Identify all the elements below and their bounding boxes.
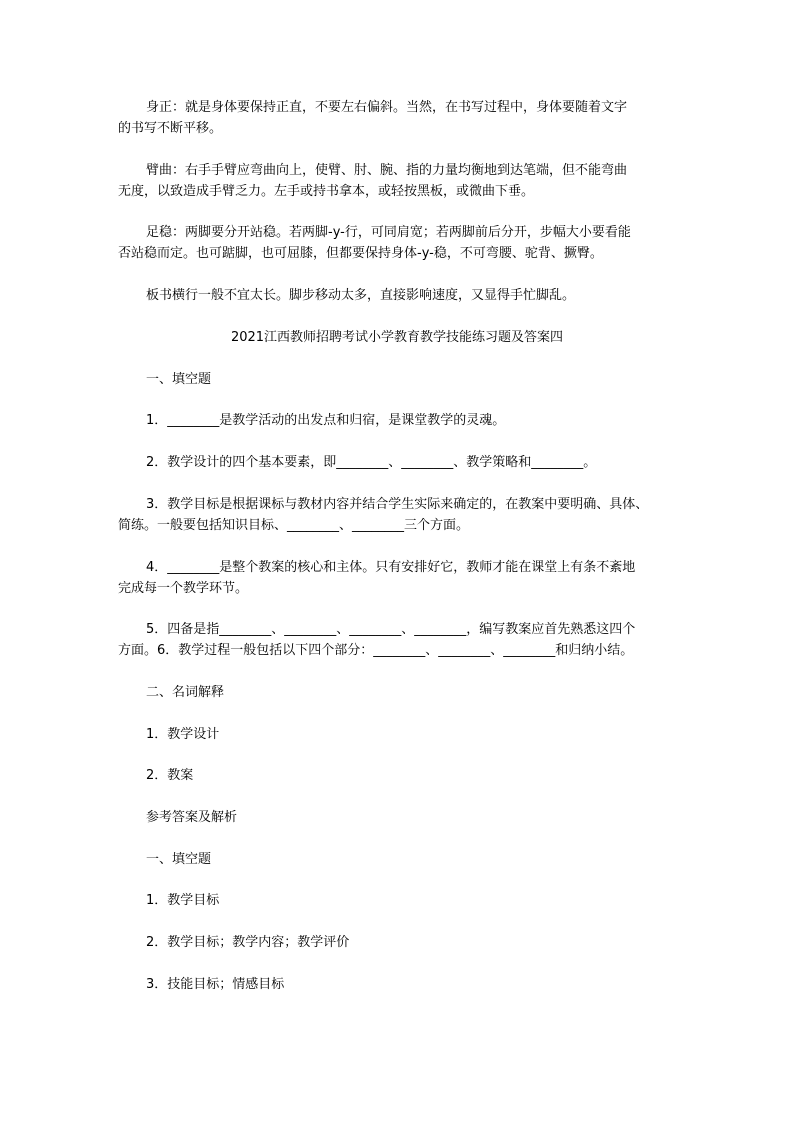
- question-4-line2: 完成每一个教学环节。: [118, 581, 249, 596]
- question-1: 1．________是教学活动的出发点和归宿，是课堂教学的灵魂。: [146, 413, 506, 428]
- answers-section-heading: 一、填空题: [146, 852, 212, 867]
- paragraph-feet-line1: 足稳：两脚要分开站稳。若两脚-y-行，可同肩宽；若两脚前后分开，步幅大小要看能: [146, 225, 631, 240]
- paragraph-arm-line2: 无度，以致造成手臂乏力。左手或持书拿本，或轻按黑板，或微曲下垂。: [118, 184, 535, 199]
- answer-2: 2．教学目标；教学内容；教学评价: [146, 935, 350, 950]
- answers-heading: 参考答案及解析: [146, 810, 238, 825]
- term-1: 1．教学设计: [146, 727, 220, 742]
- paragraph-body-posture-line1: 身正：就是身体要保持正直，不要左右偏斜。当然，在书写过程中，身体要随着文字: [146, 100, 628, 115]
- section-terms-heading: 二、名词解释: [146, 685, 225, 700]
- question-4-line1: 4．________是整个教案的核心和主体。只有安排好它，教师才能在课堂上有条不紊地: [146, 560, 636, 575]
- question-3-line1: 3．教学目标是根据课标与教材内容并结合学生实际来确定的，在教案中要明确、具体、: [146, 497, 649, 512]
- answer-1: 1．教学目标: [146, 893, 220, 908]
- question-3-line2: 简练。一般要包括知识目标、________、________三个方面。: [118, 518, 470, 533]
- paragraph-body-posture-line2: 的书写不断平移。: [118, 121, 223, 136]
- exercise-title: 2021江西教师招聘考试小学教育教学技能练习题及答案四: [230, 330, 564, 345]
- paragraph-board-writing: 板书横行一般不宜太长。脚步移动太多，直接影响速度，又显得手忙脚乱。: [146, 288, 576, 303]
- paragraph-feet-line2: 否站稳而定。也可踮脚，也可屈膝，但都要保持身体-y-稳，不可弯腰、驼背、撅臀。: [118, 246, 603, 261]
- answer-3: 3．技能目标；情感目标: [146, 977, 285, 992]
- section-fill-blank-heading: 一、填空题: [146, 372, 212, 387]
- question-2: 2．教学设计的四个基本要素，即________、________、教学策略和________。: [146, 455, 597, 470]
- question-5-line1: 5．四备是指________、________、________、________，编写教案应首先熟悉这四个: [146, 622, 636, 637]
- term-2: 2．教案: [146, 768, 194, 783]
- paragraph-arm-line1: 臂曲：右手手臂应弯曲向上，使臂、肘、腕、指的力量均衡地到达笔端，但不能弯曲: [146, 163, 628, 178]
- question-5-6-line2: 方面。6．教学过程一般包括以下四个部分：________、________、________和归纳小结。: [118, 643, 634, 658]
